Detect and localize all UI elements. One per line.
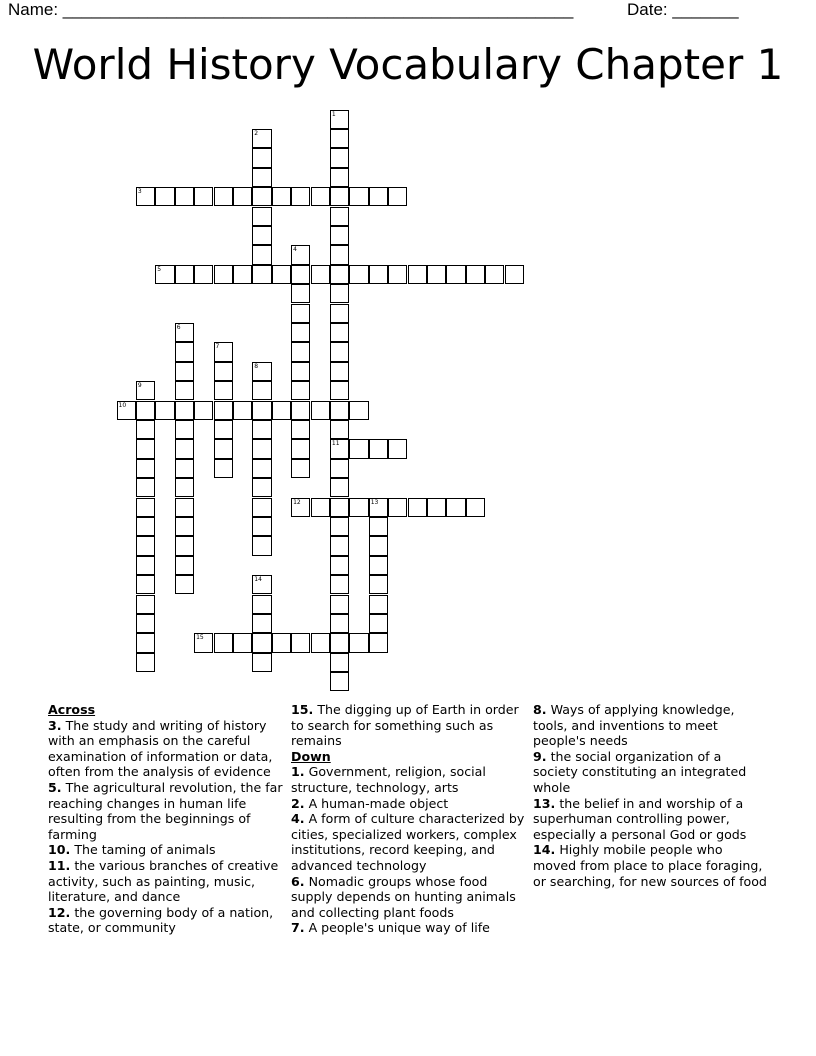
- clue-text: A people's unique way of life: [304, 920, 490, 936]
- grid-cell[interactable]: [175, 420, 194, 439]
- clue-number: 7.: [291, 920, 305, 936]
- clue-item: [533, 842, 769, 889]
- grid-cell[interactable]: [349, 401, 368, 420]
- grid-cell[interactable]: [272, 401, 291, 420]
- grid-cell[interactable]: [252, 595, 271, 614]
- grid-cell[interactable]: [252, 653, 271, 672]
- grid-cell[interactable]: [291, 265, 310, 284]
- grid-cell[interactable]: [272, 633, 291, 652]
- grid-cell[interactable]: [252, 265, 271, 284]
- grid-cell[interactable]: [136, 498, 155, 517]
- grid-cell[interactable]: [136, 517, 155, 536]
- grid-cell[interactable]: [369, 498, 388, 517]
- clue-text: the governing body of a nation, state, or community: [48, 904, 274, 936]
- clue-number: 15: [196, 634, 204, 642]
- grid-cell[interactable]: [388, 439, 407, 458]
- grid-cell[interactable]: [369, 614, 388, 633]
- grid-cell[interactable]: [388, 265, 407, 284]
- clue-number: 9: [137, 382, 142, 390]
- clue-item: [291, 702, 527, 749]
- grid-cell[interactable]: [136, 575, 155, 594]
- clue-item: [48, 905, 284, 936]
- grid-cell[interactable]: [214, 187, 233, 206]
- down-heading: Down: [291, 748, 331, 764]
- clue-number: 6: [176, 323, 181, 331]
- grid-cell[interactable]: [175, 381, 194, 400]
- grid-cell[interactable]: [330, 148, 349, 167]
- clue-item: [533, 796, 769, 843]
- grid-cell[interactable]: [233, 265, 252, 284]
- grid-cell[interactable]: [369, 517, 388, 536]
- grid-cell[interactable]: [252, 129, 271, 148]
- grid-cell[interactable]: [369, 556, 388, 575]
- grid-cell[interactable]: [330, 478, 349, 497]
- grid-cell[interactable]: [330, 168, 349, 187]
- grid-cell[interactable]: [233, 401, 252, 420]
- grid-cell[interactable]: [291, 633, 310, 652]
- grid-cell[interactable]: [214, 342, 233, 361]
- grid-cell[interactable]: [330, 323, 349, 342]
- grid-cell[interactable]: [136, 653, 155, 672]
- clue-text: The taming of animals: [70, 842, 216, 858]
- grid-cell[interactable]: [252, 536, 271, 555]
- grid-cell[interactable]: [330, 672, 349, 691]
- grid-cell[interactable]: [330, 420, 349, 439]
- grid-cell[interactable]: [330, 536, 349, 555]
- grid-cell[interactable]: [214, 633, 233, 652]
- grid-cell[interactable]: [252, 245, 271, 264]
- date-label: Date:: [627, 0, 673, 19]
- grid-cell[interactable]: [175, 459, 194, 478]
- grid-cell[interactable]: [291, 401, 310, 420]
- grid-cell[interactable]: [311, 633, 330, 652]
- date-field[interactable]: [627, 0, 739, 20]
- page-title: World History Vocabulary Chapter 1: [32, 40, 784, 89]
- clue-number: 1: [331, 110, 336, 118]
- grid-cell[interactable]: [175, 323, 194, 342]
- grid-cell[interactable]: [330, 245, 349, 264]
- clue-text: the various branches of creative activity, such as painting, music, literature, and dance: [48, 857, 279, 905]
- grid-cell[interactable]: [349, 265, 368, 284]
- grid-cell[interactable]: [311, 498, 330, 517]
- clue-number: 15.: [291, 702, 314, 717]
- clue-column-1: [48, 702, 284, 936]
- grid-cell[interactable]: [291, 381, 310, 400]
- grid-cell[interactable]: [252, 575, 271, 594]
- grid-cell[interactable]: [369, 575, 388, 594]
- clue-number: 2.: [291, 795, 305, 811]
- grid-cell[interactable]: [369, 536, 388, 555]
- grid-cell[interactable]: [505, 265, 524, 284]
- grid-cell[interactable]: [175, 265, 194, 284]
- grid-cell[interactable]: [252, 614, 271, 633]
- clue-number: 12: [293, 498, 301, 506]
- grid-cell[interactable]: [252, 207, 271, 226]
- grid-cell[interactable]: [330, 614, 349, 633]
- grid-cell[interactable]: [291, 498, 310, 517]
- clue-number: 3.: [48, 717, 62, 733]
- grid-cell[interactable]: [330, 595, 349, 614]
- grid-cell[interactable]: [369, 187, 388, 206]
- grid-cell[interactable]: [252, 148, 271, 167]
- clue-item: [291, 874, 527, 921]
- grid-cell[interactable]: [252, 420, 271, 439]
- clue-number: 9.: [533, 748, 547, 764]
- grid-cell[interactable]: [330, 362, 349, 381]
- grid-cell[interactable]: [175, 401, 194, 420]
- grid-cell[interactable]: [175, 517, 194, 536]
- clue-number: 11: [331, 440, 340, 448]
- clue-text: The digging up of Earth in order to search for something such as remains: [291, 702, 519, 749]
- grid-cell[interactable]: [175, 536, 194, 555]
- grid-cell[interactable]: [136, 614, 155, 633]
- clue-number: 11.: [48, 857, 71, 873]
- clue-text: A human-made object: [304, 795, 449, 811]
- grid-cell[interactable]: [291, 459, 310, 478]
- clue-number: 6.: [291, 873, 305, 889]
- grid-cell[interactable]: [446, 265, 465, 284]
- grid-cell[interactable]: [349, 439, 368, 458]
- grid-cell[interactable]: [369, 265, 388, 284]
- grid-cell[interactable]: [155, 265, 174, 284]
- grid-cell[interactable]: [349, 498, 368, 517]
- grid-cell[interactable]: [136, 478, 155, 497]
- grid-cell[interactable]: [136, 459, 155, 478]
- clue-number: 10.: [48, 842, 71, 858]
- grid-cell[interactable]: [136, 633, 155, 652]
- grid-cell[interactable]: [272, 265, 291, 284]
- grid-cell[interactable]: [330, 304, 349, 323]
- grid-cell[interactable]: [369, 595, 388, 614]
- clue-number: 13: [370, 498, 379, 506]
- grid-cell[interactable]: [291, 284, 310, 303]
- grid-cell[interactable]: [136, 187, 155, 206]
- grid-cell[interactable]: [175, 187, 194, 206]
- grid-cell[interactable]: [155, 401, 174, 420]
- grid-cell[interactable]: [485, 265, 504, 284]
- grid-cell[interactable]: [252, 439, 271, 458]
- grid-cell[interactable]: [349, 633, 368, 652]
- grid-cell[interactable]: [311, 401, 330, 420]
- grid-cell[interactable]: [214, 265, 233, 284]
- grid-cell[interactable]: [136, 381, 155, 400]
- grid-cell[interactable]: [330, 401, 349, 420]
- grid-cell[interactable]: [330, 265, 349, 284]
- grid-cell[interactable]: [214, 362, 233, 381]
- grid-cell[interactable]: [252, 633, 271, 652]
- grid-cell[interactable]: [291, 245, 310, 264]
- name-label: Name:: [8, 0, 63, 19]
- clue-item: [533, 749, 769, 796]
- grid-cell[interactable]: [330, 575, 349, 594]
- grid-cell[interactable]: [427, 265, 446, 284]
- grid-cell[interactable]: [175, 556, 194, 575]
- clue-number: 1.: [291, 764, 305, 780]
- grid-cell[interactable]: [214, 420, 233, 439]
- clue-number: 10: [118, 401, 127, 409]
- clue-number: 14: [254, 576, 262, 584]
- clue-item: [48, 718, 284, 780]
- grid-cell[interactable]: [233, 187, 252, 206]
- grid-cell[interactable]: [175, 439, 194, 458]
- clue-text: Highly mobile people who moved from place to place foraging, or searching, for new sources of food: [533, 842, 767, 889]
- grid-cell[interactable]: [175, 362, 194, 381]
- grid-cell[interactable]: [330, 633, 349, 652]
- grid-cell[interactable]: [252, 168, 271, 187]
- grid-cell[interactable]: [330, 284, 349, 303]
- grid-cell[interactable]: [291, 362, 310, 381]
- grid-cell[interactable]: [388, 498, 407, 517]
- grid-cell[interactable]: [252, 459, 271, 478]
- clue-item: [291, 796, 527, 812]
- clue-text: Ways of applying knowledge, tools, and inventions to meet people's needs: [533, 702, 735, 749]
- grid-cell[interactable]: [330, 459, 349, 478]
- grid-cell[interactable]: [466, 498, 485, 517]
- grid-cell[interactable]: [214, 401, 233, 420]
- grid-cell[interactable]: [369, 633, 388, 652]
- clue-number: 8: [254, 362, 259, 370]
- clue-text: the belief in and worship of a superhuman controlling power, especially a personal God or gods: [533, 795, 747, 842]
- grid-cell[interactable]: [233, 633, 252, 652]
- grid-cell[interactable]: [330, 381, 349, 400]
- clue-number: 12.: [48, 904, 71, 920]
- grid-cell[interactable]: [252, 362, 271, 381]
- clue-number: 13.: [533, 795, 556, 811]
- grid-cell[interactable]: [291, 187, 310, 206]
- grid-cell[interactable]: [330, 517, 349, 536]
- grid-cell[interactable]: [291, 323, 310, 342]
- clue-text: A form of culture characterized by cities, specialized workers, complex institutions, record keeping, and advanced technology: [291, 811, 525, 873]
- grid-cell[interactable]: [136, 439, 155, 458]
- name-line[interactable]: ______________________________________________________: [62, 0, 574, 19]
- clue-number: 5.: [48, 779, 62, 795]
- grid-cell[interactable]: [136, 420, 155, 439]
- grid-cell[interactable]: [175, 342, 194, 361]
- across-heading: Across: [48, 702, 96, 717]
- grid-cell[interactable]: [427, 498, 446, 517]
- grid-cell[interactable]: [388, 187, 407, 206]
- grid-cell[interactable]: [291, 439, 310, 458]
- clue-item: [533, 702, 769, 749]
- grid-cell[interactable]: [330, 226, 349, 245]
- grid-cell[interactable]: [252, 498, 271, 517]
- grid-cell[interactable]: [349, 187, 368, 206]
- grid-cell[interactable]: [136, 401, 155, 420]
- clue-number: 14.: [533, 842, 556, 858]
- grid-cell[interactable]: [252, 226, 271, 245]
- grid-cell[interactable]: [291, 304, 310, 323]
- grid-cell[interactable]: [252, 478, 271, 497]
- clue-item: [291, 764, 527, 795]
- grid-cell[interactable]: [175, 575, 194, 594]
- grid-cell[interactable]: [194, 265, 213, 284]
- grid-cell[interactable]: [311, 265, 330, 284]
- grid-cell[interactable]: [175, 498, 194, 517]
- date-line[interactable]: _______: [672, 0, 739, 19]
- clue-text: The study and writing of history with an emphasis on the careful examination of information or data, often from the analysis of evidence: [48, 717, 273, 780]
- grid-cell[interactable]: [330, 556, 349, 575]
- grid-cell[interactable]: [194, 187, 213, 206]
- grid-cell[interactable]: [408, 265, 427, 284]
- clue-number: 2: [254, 129, 259, 137]
- clue-column-2: [291, 702, 527, 936]
- grid-cell[interactable]: [272, 187, 291, 206]
- clue-item: [291, 920, 527, 936]
- grid-cell[interactable]: [117, 401, 136, 420]
- grid-cell[interactable]: [214, 381, 233, 400]
- grid-cell[interactable]: [155, 187, 174, 206]
- grid-cell[interactable]: [136, 536, 155, 555]
- grid-cell[interactable]: [252, 401, 271, 420]
- grid-cell[interactable]: [194, 401, 213, 420]
- grid-cell[interactable]: [311, 187, 330, 206]
- grid-cell[interactable]: [214, 439, 233, 458]
- clue-text: Nomadic groups whose food supply depends on hunting animals and collecting plant foods: [291, 873, 516, 920]
- clue-number: 8.: [533, 702, 547, 717]
- name-field[interactable]: [8, 0, 573, 20]
- clue-number: 4.: [291, 811, 305, 827]
- grid-cell[interactable]: [466, 265, 485, 284]
- grid-cell[interactable]: [330, 498, 349, 517]
- grid-cell[interactable]: [291, 420, 310, 439]
- clue-number: 4: [293, 246, 297, 254]
- grid-cell[interactable]: [330, 653, 349, 672]
- grid-cell[interactable]: [252, 381, 271, 400]
- clue-number: 3: [137, 188, 142, 196]
- grid-cell[interactable]: [136, 595, 155, 614]
- clue-item: [291, 811, 527, 873]
- grid-cell[interactable]: [330, 110, 349, 129]
- clue-number: 7: [215, 343, 220, 351]
- grid-cell[interactable]: [330, 207, 349, 226]
- grid-cell[interactable]: [446, 498, 465, 517]
- clue-item: [48, 780, 284, 842]
- clue-text: Government, religion, social structure, technology, arts: [291, 764, 486, 795]
- grid-cell[interactable]: [194, 633, 213, 652]
- grid-cell[interactable]: [408, 498, 427, 517]
- clue-item: [48, 858, 284, 905]
- clue-column-3: [533, 702, 769, 889]
- grid-cell[interactable]: [369, 439, 388, 458]
- grid-cell[interactable]: [330, 342, 349, 361]
- clue-number: 5: [157, 265, 162, 273]
- clue-item: [48, 842, 284, 858]
- clue-text: the social organization of a society constituting an integrated whole: [533, 748, 747, 795]
- grid-cell[interactable]: [330, 129, 349, 148]
- grid-cell[interactable]: [136, 556, 155, 575]
- grid-cell[interactable]: [252, 517, 271, 536]
- grid-cell[interactable]: [252, 187, 271, 206]
- grid-cell[interactable]: [330, 187, 349, 206]
- grid-cell[interactable]: [214, 459, 233, 478]
- grid-cell[interactable]: [175, 478, 194, 497]
- clue-text: The agricultural revolution, the far reaching changes in human life resulting from the beginnings of farming: [48, 779, 283, 842]
- grid-cell[interactable]: [330, 439, 349, 458]
- grid-cell[interactable]: [291, 342, 310, 361]
